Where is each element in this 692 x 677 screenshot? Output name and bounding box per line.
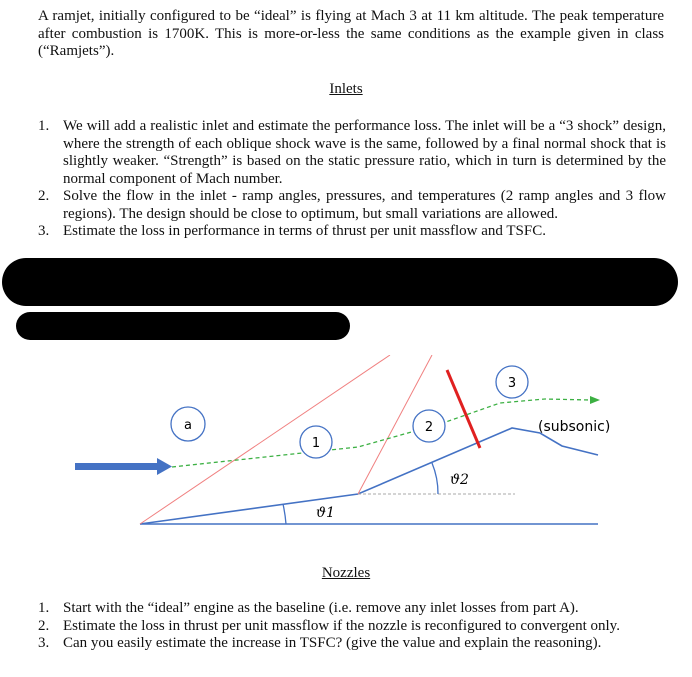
- list-item-number: 2.: [38, 188, 50, 204]
- list-item-text: Estimate the loss in thrust per unit massflow if the nozzle is reconfigured to convergent only.: [63, 617, 620, 634]
- list-item: [38, 635, 666, 653]
- angle-arc-theta2: [432, 463, 438, 494]
- list-item: [38, 118, 666, 188]
- normal-shock: [447, 370, 480, 448]
- region-a-label: a: [184, 418, 192, 433]
- list-item: [38, 223, 666, 241]
- theta2-label: ϑ2: [450, 472, 469, 488]
- list-item-text: Estimate the loss in performance in terms of thrust per unit massflow and TSFC.: [63, 223, 546, 239]
- redaction-bar: [16, 312, 350, 340]
- list-item-number: 1.: [38, 600, 50, 616]
- redaction-bar: [2, 258, 678, 306]
- region-1-label: 1: [311, 436, 321, 451]
- list-item-text: We will add a realistic inlet and estimate the performance loss. The inlet will be a “3 shock” design, where the strength of each oblique shock wave is the same, followed by a final normal shock that is slightly weaker. “Strength” is based on the static pressure ratio, which in turn is determined by the normal component of Mach number.: [63, 118, 666, 187]
- theta1-label: ϑ1: [316, 505, 335, 521]
- nozzles-list: [38, 600, 666, 653]
- angle-arc-theta1: [283, 504, 286, 524]
- free-stream-arrow: [75, 463, 159, 470]
- list-item-text: Start with the “ideal” engine as the baseline (i.e. remove any inlet losses from part A).: [63, 600, 579, 616]
- inlets-list: [38, 118, 666, 241]
- list-item: [38, 188, 666, 223]
- nozzles-heading: Nozzles: [321, 565, 371, 581]
- inlets-heading: Inlets: [329, 81, 363, 97]
- subsonic-label: (subsonic): [538, 419, 611, 435]
- free-stream-arrowhead: [157, 458, 172, 475]
- list-item-number: 1.: [38, 118, 50, 134]
- flow-streamline: [172, 399, 590, 467]
- region-3-label: 3: [507, 376, 517, 391]
- flow-arrowhead: [590, 396, 600, 404]
- inlet-diagram: [0, 355, 692, 545]
- oblique-shock-1: [140, 355, 390, 524]
- list-item-text: Can you easily estimate the increase in TSFC? (give the value and explain the reasoning).: [63, 635, 602, 651]
- ramp-surface: [140, 428, 598, 524]
- list-item-text: Solve the flow in the inlet - ramp angles, pressures, and temperatures (2 ramp angles and 3 flow regions). The design should be close to optimum, but small variations are allowed.: [63, 188, 666, 222]
- list-item-number: 2.: [38, 617, 50, 634]
- intro-paragraph: A ramjet, initially configured to be “ideal” is flying at Mach 3 at 11 km altitude. The peak temperature after combustion is 1700K. This is more-or-less the same conditions as the example given in class (“Ramjets”).: [38, 8, 664, 59]
- region-2-label: 2: [424, 420, 434, 435]
- list-item-number: 3.: [38, 635, 50, 651]
- list-item: [38, 618, 666, 636]
- list-item: [38, 600, 666, 618]
- list-item-number: 3.: [38, 223, 50, 239]
